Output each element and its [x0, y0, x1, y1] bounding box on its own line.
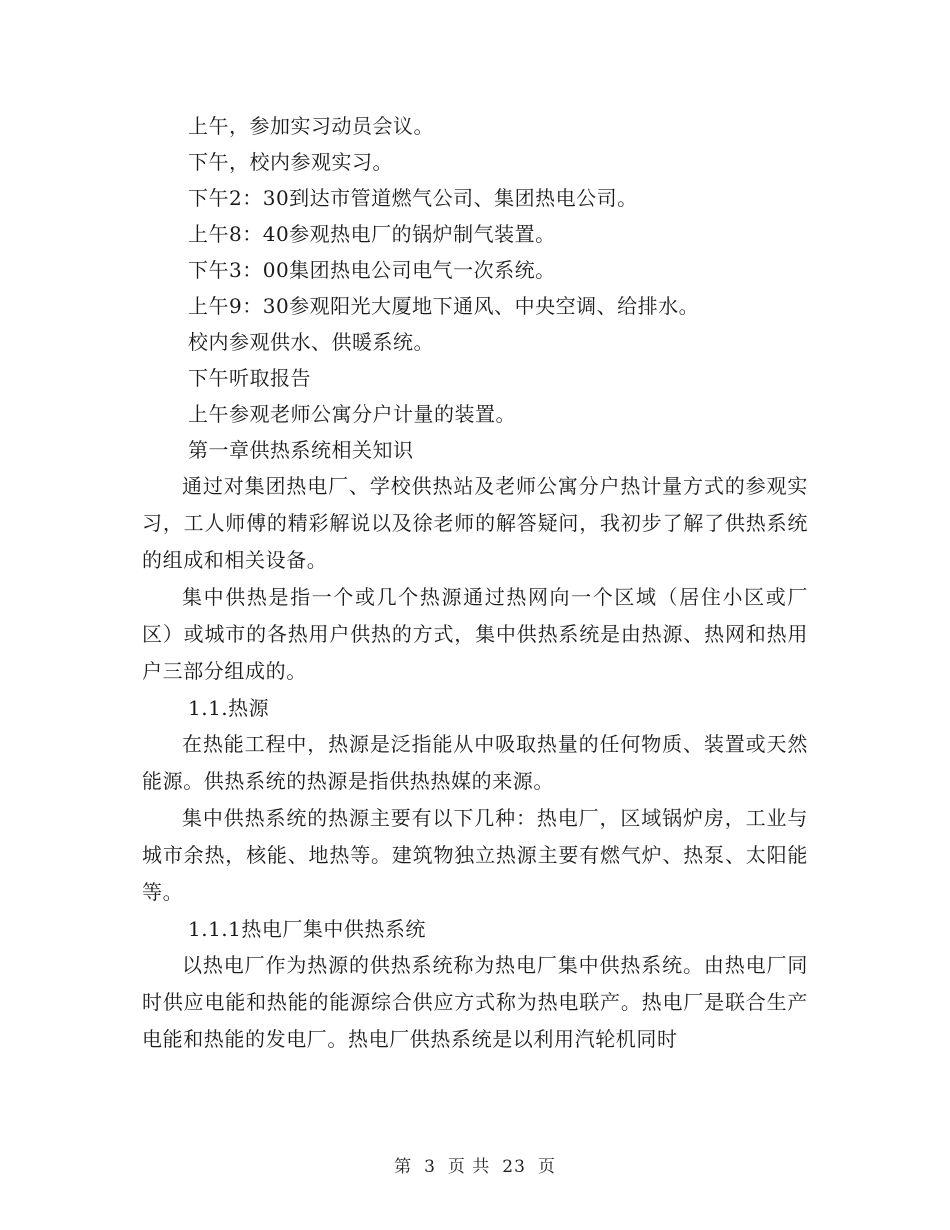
- schedule-line: 上午8：40参观热电厂的锅炉制气装置。: [188, 222, 556, 246]
- schedule-line: 上午9：30参观阳光大厦地下通风、中央空调、给排水。: [188, 294, 700, 318]
- chapter-heading: 第一章供热系统相关知识: [188, 438, 414, 462]
- page-footer: [0, 1152, 950, 1177]
- footer-total-pages: 23: [502, 1157, 526, 1177]
- footer-page-number: 3: [424, 1157, 436, 1177]
- schedule-line: 校内参观供水、供暖系统。: [188, 330, 434, 354]
- page-body: [142, 108, 808, 1058]
- paragraph-central-heating: 集中供热是指一个或几个热源通过热网向一个区域（居住小区或厂区）或城市的各热用户供热的方式，集中供热系统是由热源、热网和热用户三部分组成的。: [142, 585, 808, 683]
- schedule-line: 下午，校内参观实习。: [188, 150, 393, 174]
- schedule-line: 下午3：00集团热电公司电气一次系统。: [188, 258, 556, 282]
- section-heading-heat-source: 1.1.热源: [188, 696, 270, 720]
- footer-suffix: 页: [537, 1157, 556, 1177]
- schedule-line: 下午2：30到达市管道燃气公司、集团热电公司。: [188, 186, 638, 210]
- schedule-line: 上午参观老师公寓分户计量的装置。: [188, 402, 516, 426]
- paragraph-heat-source-types: 集中供热系统的热源主要有以下几种：热电厂，区域锅炉房，工业与城市余热，核能、地热等。建筑物独立热源主要有燃气炉、热泵、太阳能等。: [142, 806, 808, 904]
- paragraph-chp-system: 以热电厂作为热源的供热系统称为热电厂集中供热系统。由热电厂同时供应电能和热能的能源综合供应方式称为热电联产。热电厂是联合生产电能和热能的发电厂。热电厂供热系统是以利用汽轮机同时: [142, 953, 808, 1051]
- schedule-line: 下午听取报告: [188, 366, 311, 390]
- footer-middle: 页 共: [447, 1157, 491, 1177]
- footer-prefix: 第: [394, 1157, 413, 1177]
- paragraph-heat-source-definition: 在热能工程中，热源是泛指能从中吸取热量的任何物质、装置或天然能源。供热系统的热源是指供热热媒的来源。: [142, 732, 808, 793]
- schedule-line: 上午，参加实习动员会议。: [188, 114, 434, 138]
- subsection-heading-chp: 1.1.1热电厂集中供热系统: [188, 917, 426, 941]
- paragraph-intro: 通过对集团热电厂、学校供热站及老师公寓分户热计量方式的参观实习，工人师傅的精彩解说以及徐老师的解答疑问，我初步了解了供热系统的组成和相关设备。: [142, 474, 808, 572]
